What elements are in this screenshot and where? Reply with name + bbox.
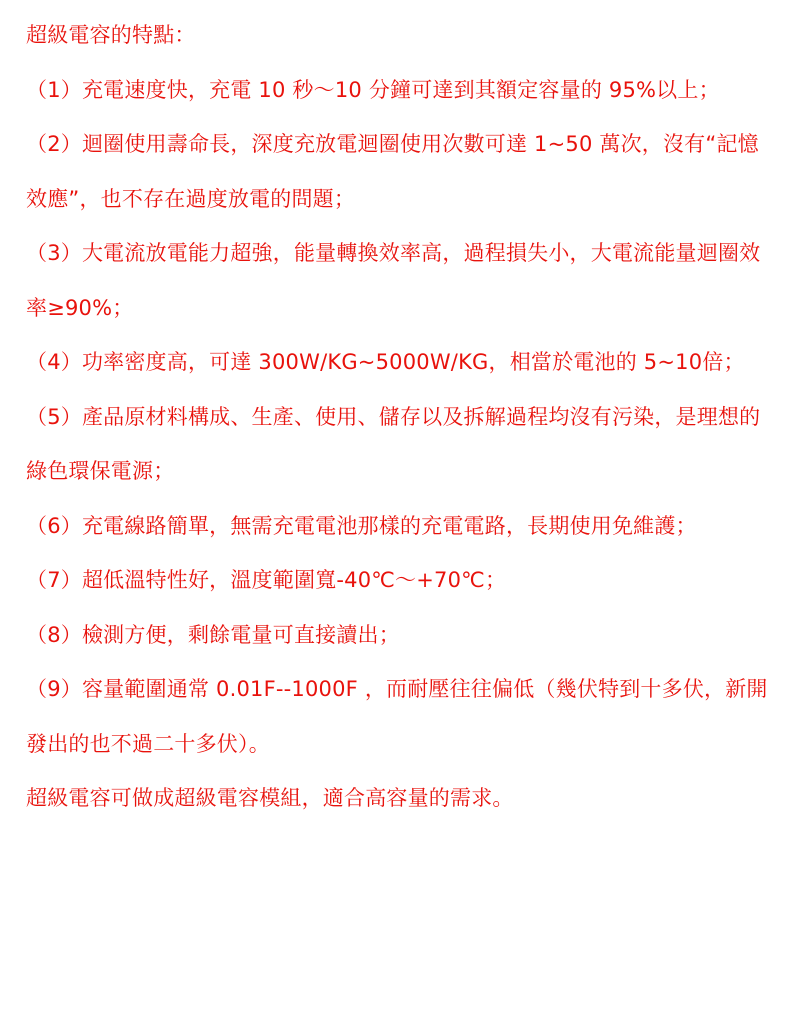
feature-item-3: （3）大電流放電能力超強，能量轉換效率高，過程損失小，大電流能量迴圈效率≥90%； [26,241,761,320]
feature-item-9: （9）容量範圍通常 0.01F--1000F ，而耐壓往往偏低（幾伏特到十多伏，新開發出的也不過二十多伏）。 [26,677,768,756]
closing-paragraph: 超級電容可做成超級電容模組，適合高容量的需求。 [26,786,514,810]
document-body [26,8,776,826]
feature-item-8: （8）檢測方便，剩餘電量可直接讀出； [26,622,400,647]
feature-item-4: （4）功率密度高，可達 300W/KG~5000W/KG，相當於電池的 5~10倍； [26,350,745,374]
document-heading: 超級電容的特點： [26,23,196,47]
feature-item-6: （6）充電線路簡單，無需充電電池那樣的充電電路，長期使用免維護； [26,513,697,538]
feature-item-5: （5）產品原材料構成、生產、使用、儲存以及拆解過程均沒有污染，是理想的綠色環保電源； [26,404,761,483]
feature-item-1: （1）充電速度快，充電 10 秒～10 分鐘可達到其額定容量的 95%以上； [26,77,720,102]
feature-item-7: （7）超低溫特性好，溫度範圍寬-40℃～+70℃； [26,568,507,592]
feature-item-2: （2）迴圈使用壽命長，深度充放電迴圈使用次數可達 1~50 萬次，沒有“記憶效應”，也不存在過度放電的問題； [26,132,759,211]
